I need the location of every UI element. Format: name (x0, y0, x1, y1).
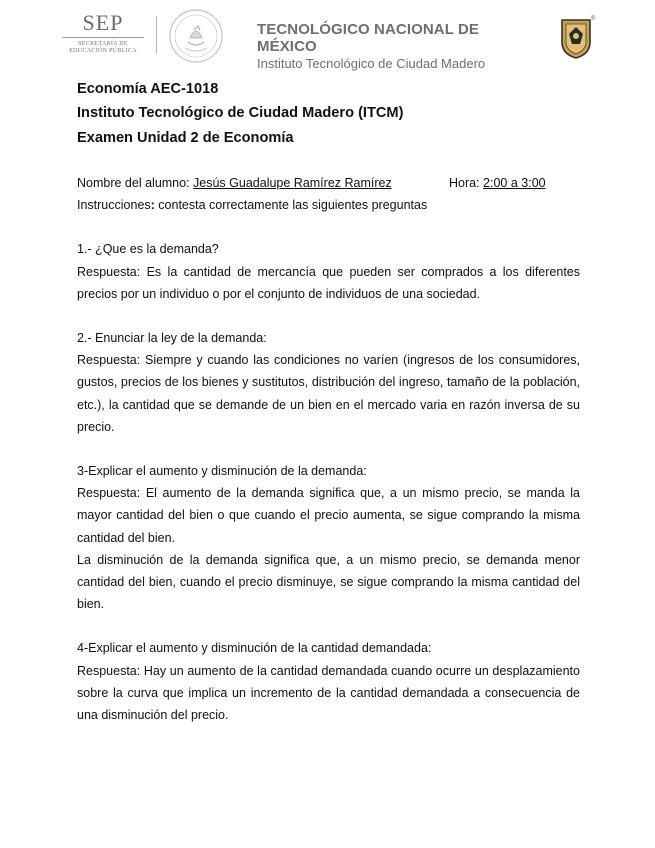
answer-1: Respuesta: Es la cantidad de mercancía que pueden ser comprados a los diferentes precios por un individuo o por el conjunto de individuos de una sociedad. (77, 264, 580, 301)
instructions-colon: : (150, 198, 155, 213)
sep-logo-title: SEP (82, 10, 124, 35)
student-name-row (77, 172, 580, 194)
tecnm-wordmark (257, 21, 507, 72)
time-field (449, 172, 546, 194)
student-name-label: Nombre del alumno: (77, 176, 194, 191)
answer-2: Respuesta: Siempre y cuando las condiciones no varíen (ingresos de los consumidores, gustos, precios de los bienes y sustitutos, distribución del ingreso, tamaño de la población, etc.), la cantidad que se demande de un bien en el mercado varia en razón inversa de su precio. (77, 353, 580, 434)
instructions-label: Instrucciones (77, 198, 151, 213)
answer-4: Respuesta: Hay un aumento de la cantidad demandada cuando ocurre un desplazamiento sobre la curva que implica un incremento de la cantidad demandada a consecuencia de una disminución del precio. (77, 663, 580, 723)
itcm-subtitle: Instituto Tecnológico de Ciudad Madero (257, 56, 486, 71)
registered-mark: ® (591, 16, 596, 22)
exam-title: Examen Unidad 2 de Economía (77, 129, 294, 146)
question-3: 3-Explicar el aumento y disminución de la demanda: (77, 464, 367, 479)
question-1: 1.- ¿Que es la demanda? (77, 242, 219, 257)
sep-logo-rule (62, 37, 144, 38)
question-2: 2.- Enunciar la ley de la demanda: (77, 331, 267, 346)
itcm-logo-icon (556, 14, 596, 60)
time-value: 2:00 a 3:00 (483, 176, 546, 191)
sep-logo (58, 12, 148, 62)
time-label: Hora: (449, 176, 484, 191)
question-4: 4-Explicar el aumento y disminución de la cantidad demandada: (77, 641, 432, 656)
answer-3-disminucion: La disminución de la demanda significa que, a un mismo precio, se demanda menor cantidad del bien, cuando el precio disminuye, se sigue comprando la misma cantidad del bien. (77, 552, 580, 612)
instructions (77, 194, 580, 216)
student-name-value: Jesús Guadalupe Ramírez Ramírez (193, 176, 392, 191)
national-seal-icon (168, 8, 224, 64)
sep-logo-subtitle-2: EDUCACIÓN PÚBLICA (69, 47, 137, 54)
letterhead (0, 0, 655, 70)
exam-document (77, 77, 580, 726)
instructions-text: contesta correctamente las siguientes preguntas (154, 198, 428, 213)
course-title: Economía AEC-1018 (77, 81, 219, 97)
institute-title: Instituto Tecnológico de Ciudad Madero (ITCM) (77, 105, 404, 122)
answer-3-aumento: Respuesta: El aumento de la demanda significa que, a un mismo precio, se manda la mayor cantidad del bien o que cuando el precio aumenta, se sigue comprando la misma cantidad del bien. (77, 486, 580, 545)
header-divider (156, 16, 157, 54)
tecnm-title: TECNOLÓGICO NACIONAL DE MÉXICO (257, 21, 480, 55)
sep-logo-subtitle-1: SECRETARÍA DE (78, 40, 128, 47)
